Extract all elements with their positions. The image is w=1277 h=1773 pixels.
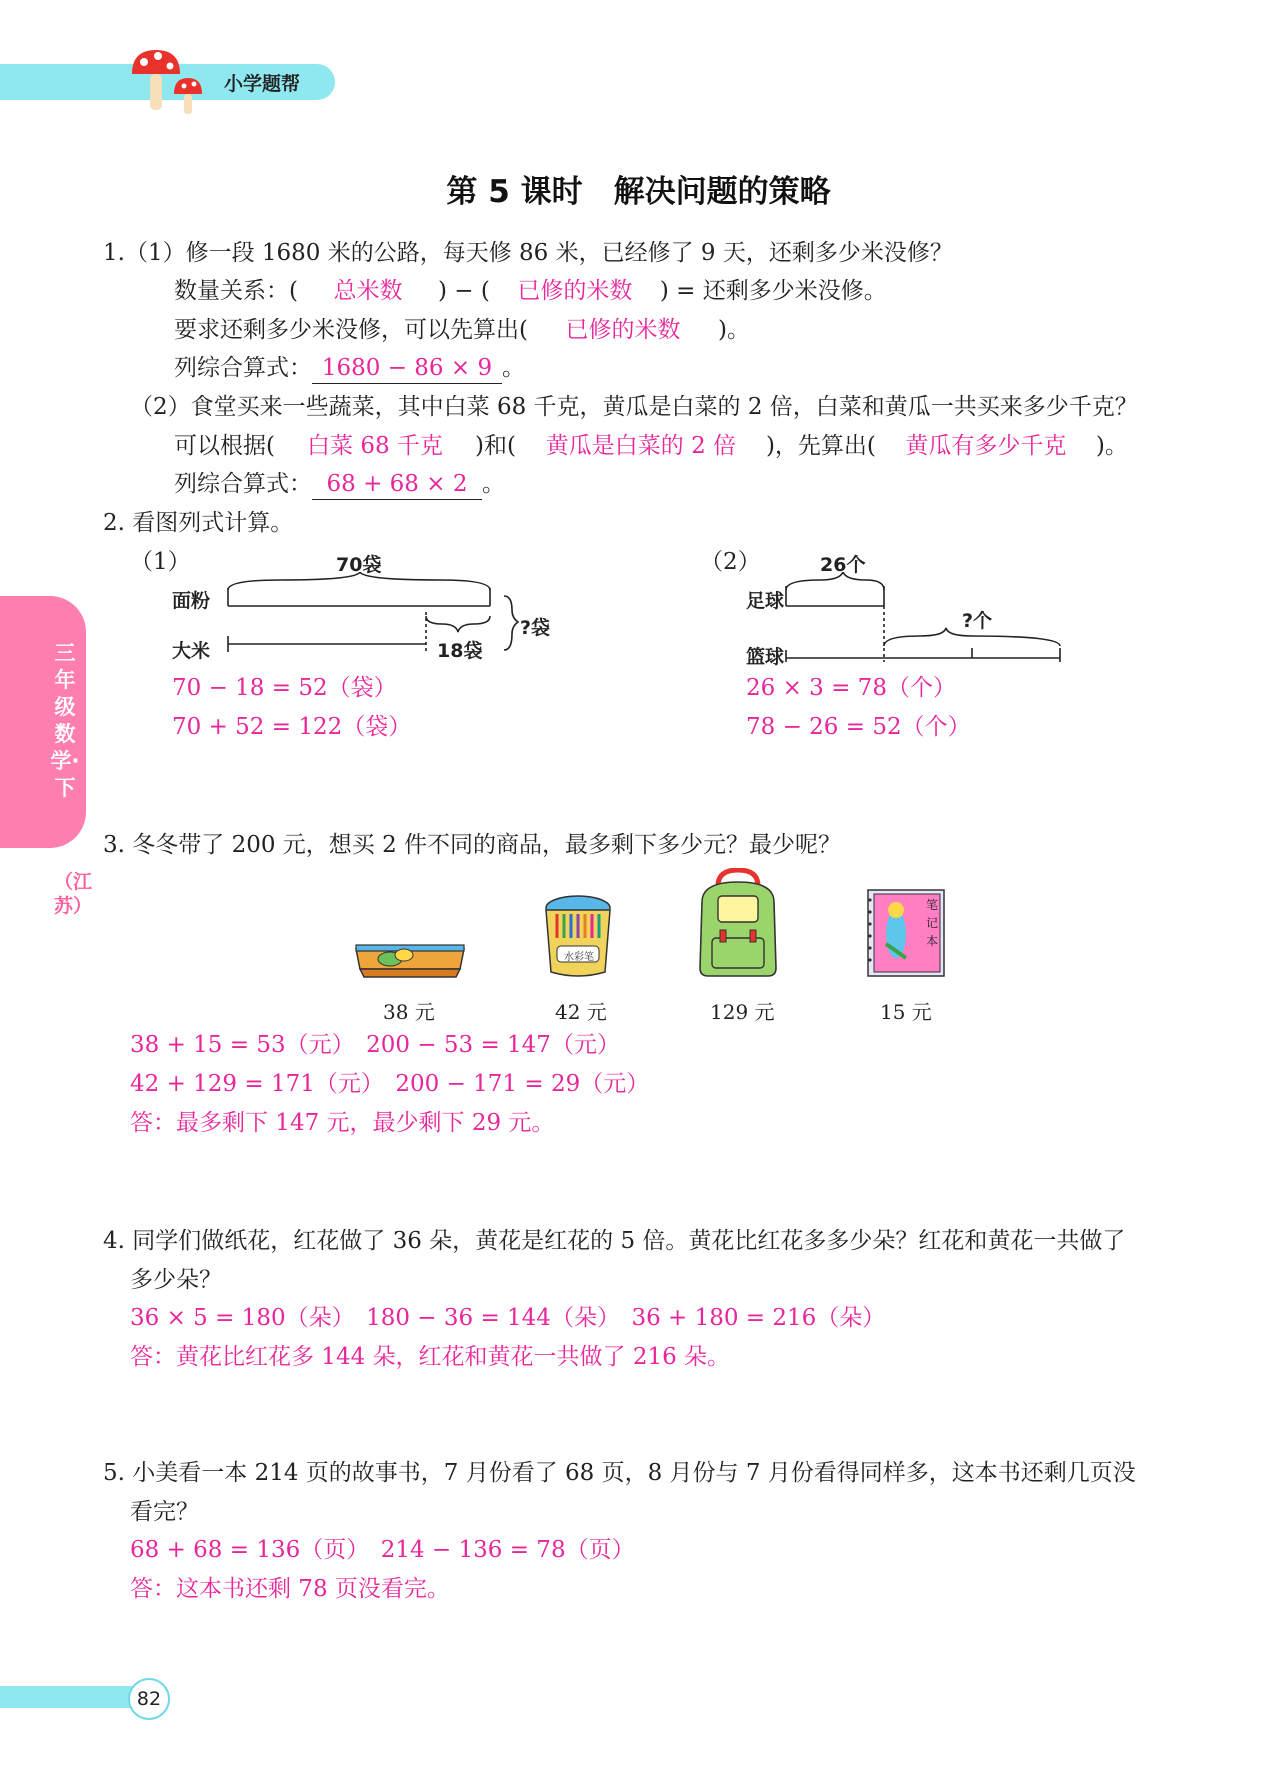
q2-d1-diff: 18袋 [437, 640, 483, 662]
q2-d2-row1: 足球 [746, 590, 785, 612]
q2-d1-diagram [220, 572, 530, 657]
q1-basis-line [174, 431, 1128, 461]
q1-basis-answer-2: 黄瓜是白菜的 2 倍 [545, 433, 737, 459]
q1-relation-mid: ) − ( [437, 278, 490, 304]
page-number: 82 [128, 1678, 170, 1720]
pencil-case-icon [350, 935, 470, 980]
q1-formula-line [174, 353, 525, 384]
q3-text: 3. 冬冬带了 200 元，想买 2 件不同的商品，最多剩下多少元？最少呢？ [103, 832, 842, 858]
page-title: 第 5 课时 解决问题的策略 [446, 174, 831, 210]
q1-first-suffix: )。 [717, 317, 750, 343]
q2-d1-total: 70袋 [336, 554, 382, 576]
q4-text-line1: 4. 同学们做纸花，红花做了 36 朵，黄花是红花的 5 倍。黄花比红花多多少朵？红花和黄花一共做了 [103, 1228, 1126, 1254]
crayon-box-label: 水彩笔 [564, 952, 594, 963]
q2-d2-top: 26个 [820, 554, 866, 576]
q5-text-line2: 看完？ [130, 1499, 199, 1525]
backpack-icon [688, 868, 788, 980]
q5-answer-2: 答：这本书还剩 78 页没看完。 [130, 1576, 450, 1602]
item-price-4: 15 元 [880, 1000, 932, 1024]
q1-relation-line [174, 276, 887, 306]
side-tab-grade: 三年级数学·下 [50, 641, 80, 800]
side-tab-region: （江苏） [54, 871, 93, 917]
notebook-cover-label: 笔记本 [926, 898, 939, 948]
q5-answer-1: 68 + 68 = 136（页） 214 − 136 = 78（页） [130, 1537, 635, 1563]
q1-formula2-label: 列综合算式： [174, 471, 312, 497]
q2-d1-row1: 面粉 [172, 590, 211, 612]
q1-relation-suffix: ) = 还剩多少米没修。 [659, 278, 887, 304]
q3-answer-1: 38 + 15 = 53（元） 200 − 53 = 147（元） [130, 1032, 620, 1058]
q1-first-line [174, 315, 750, 345]
q1-formula2-answer: 68 + 68 × 2 [312, 469, 482, 500]
footer-bar [0, 1686, 140, 1708]
item-price-3: 129 元 [710, 1000, 775, 1024]
q1-formula-period: 。 [502, 355, 525, 381]
q1-formula2-period: 。 [482, 471, 505, 497]
q1-first-prefix: 要求还剩多少米没修，可以先算出( [174, 317, 528, 343]
q1-basis-answer-3: 黄瓜有多少千克 [905, 433, 1067, 459]
q2-d1-question: ?袋 [520, 617, 551, 639]
q2-d1-answer-2: 70 + 52 = 122（袋） [172, 714, 412, 740]
q1-formula-label: 列综合算式： [174, 355, 312, 381]
brand-label: 小学题帮 [224, 73, 301, 95]
q2-d2-answer-1: 26 × 3 = 78（个） [746, 675, 956, 701]
q2-d2-row2: 篮球 [746, 646, 785, 668]
q1-part1-text: 1.（1）修一段 1680 米的公路，每天修 86 米，已经修了 9 天，还剩多少米没修？ [103, 240, 953, 266]
item-price-1: 38 元 [383, 1000, 435, 1024]
q1-basis-answer-1: 白菜 68 千克 [307, 433, 443, 459]
q1-relation-answer-2: 已修的米数 [517, 278, 633, 304]
q2-d1-row2: 大米 [172, 640, 211, 662]
item-price-2: 42 元 [555, 1000, 607, 1024]
q2-d2-diagram [760, 572, 1070, 664]
q2-d2-answer-2: 78 − 26 = 52（个） [746, 714, 971, 740]
q4-answer-1: 36 × 5 = 180（朵） 180 − 36 = 144（朵） 36 + 180 = 216（朵） [130, 1305, 886, 1331]
q3-answer-2: 42 + 129 = 171（元） 200 − 171 = 29（元） [130, 1071, 650, 1097]
q1-part2-text: （2）食堂买来一些蔬菜，其中白菜 68 千克，黄瓜是白菜的 2 倍，白菜和黄瓜一共买来多少千克？ [130, 394, 1138, 420]
q5-text-line1: 5. 小美看一本 214 页的故事书，7 月份看了 68 页，8 月份与 7 月份看得同样多，这本书还剩几页没 [103, 1460, 1136, 1486]
q1-basis-suffix: )。 [1095, 433, 1128, 459]
mushroom-logo [128, 44, 218, 116]
q2-d1-answer-1: 70 − 18 = 52（袋） [172, 675, 397, 701]
q1-formula-answer: 1680 − 86 × 9 [312, 353, 502, 384]
q1-relation-answer-1: 总米数 [333, 278, 403, 304]
q1-first-answer: 已修的米数 [565, 317, 681, 343]
q4-text-line2: 多少朵？ [130, 1267, 222, 1293]
q4-answer-2: 答：黄花比红花多 144 朵，红花和黄花一共做了 216 朵。 [130, 1344, 731, 1370]
q2-d1-label: （1） [130, 549, 191, 575]
crayon-box-icon [543, 888, 613, 980]
q2-d2-label: （2） [700, 549, 761, 575]
q1-basis-mid2: )，先算出( [765, 433, 876, 459]
q1-relation-prefix: 数量关系：( [174, 278, 298, 304]
q1-basis-prefix: 可以根据( [174, 433, 275, 459]
q1-formula2-line [174, 469, 505, 500]
q2-d2-question: ?个 [962, 610, 993, 632]
q2-text: 2. 看图列式计算。 [103, 510, 294, 536]
q1-basis-mid: )和( [474, 433, 516, 459]
q3-answer-3: 答：最多剩下 147 元，最少剩下 29 元。 [130, 1110, 555, 1136]
